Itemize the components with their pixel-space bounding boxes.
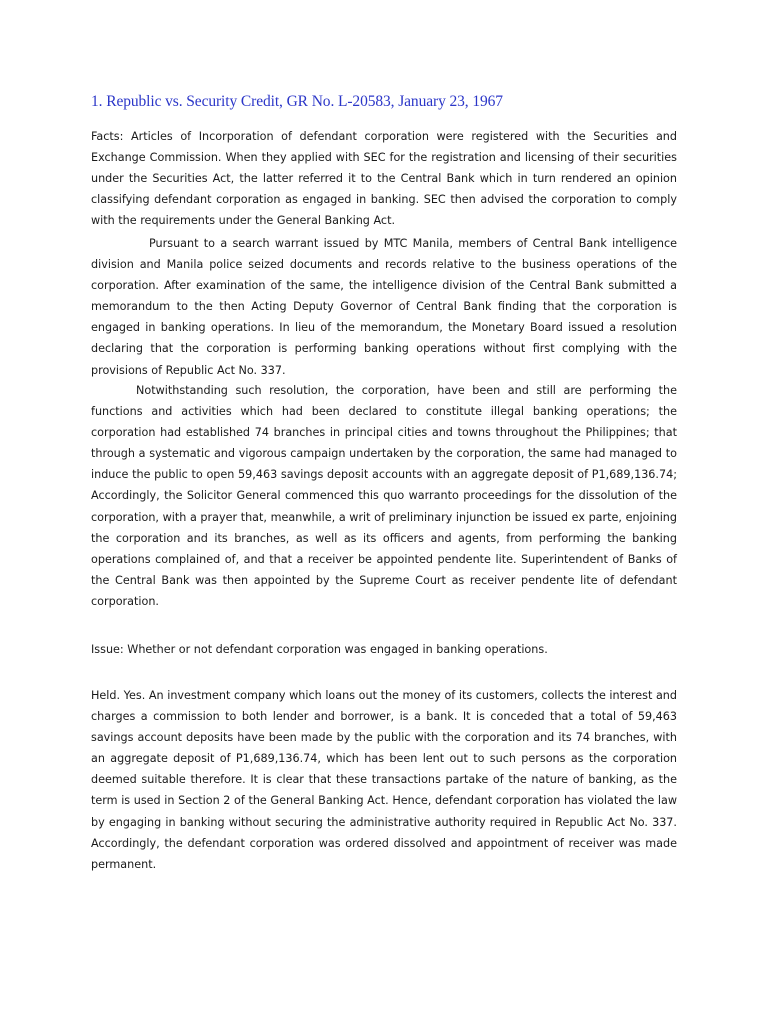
facts-search-warrant-paragraph: Pursuant to a search warrant issued by MTC Manila, members of Central Bank intelligence division and Manila police seized documents and records relative to the business operations of the corporation. After examination of the same, the intelligence division of the Central Bank submitted a memorandum to the then Acting Deputy Governor of Central Bank finding that the corporation is engaged in banking operations. In lieu of the memorandum, the Monetary Board issued a resolution declaring that the corporation is performing banking operations without first complying with the provisions of Republic Act No. 337.: [91, 237, 677, 377]
issue-paragraph: Issue: Whether or not defendant corporation was engaged in banking operations.: [91, 643, 548, 656]
facts-paragraph: Facts: Articles of Incorporation of defendant corporation were registered with the Securities and Exchange Commission. When they applied with SEC for the registration and licensing of their securities under the Securities Act, the latter referred it to the Central Bank which in turn rendered an opinion classifying defendant corporation as engaged in banking. SEC then advised the corporation to comply with the requirements under the General Banking Act.: [91, 130, 677, 228]
case-title: 1. Republic vs. Security Credit, GR No. L-20583, January 23, 1967: [91, 93, 503, 110]
held-paragraph: Held. Yes. An investment company which loans out the money of its customers, collects the interest and charges a commission to both lender and borrower, is a bank. It is conceded that a total of 59,463 savings account deposits have been made by the public with the corporation and its 74 branches, with an aggregate deposit of P1,689,136.74, which has been lent out to such persons as the corporation deemed suitable therefore. It is clear that these transactions partake of the nature of banking, as the term is used in Section 2 of the General Banking Act. Hence, defendant corporation has violated the law by engaging in banking without securing the administrative authority required in Republic Act No. 337. Accordingly, the defendant corporation was ordered dissolved and appointment of receiver was made permanent.: [91, 689, 677, 871]
facts-notwithstanding-paragraph: Notwithstanding such resolution, the corporation, have been and still are performing the functions and activities which had been declared to constitute illegal banking operations; the corporation had established 74 branches in principal cities and towns throughout the Philippines; that through a systematic and vigorous campaign undertaken by the corporation, the same had managed to induce the public to open 59,463 savings deposit accounts with an aggregate deposit of P1,689,136.74; Accordingly, the Solicitor General commenced this quo warranto proceedings for the dissolution of the corporation, with a prayer that, meanwhile, a writ of preliminary injunction be issued ex parte, enjoining the corporation and its branches, as well as its officers and agents, from performing the banking operations complained of, and that a receiver be appointed pendente lite. Superintendent of Banks of the Central Bank was then appointed by the Supreme Court as receiver pendente lite of defendant corporation.: [91, 384, 677, 608]
